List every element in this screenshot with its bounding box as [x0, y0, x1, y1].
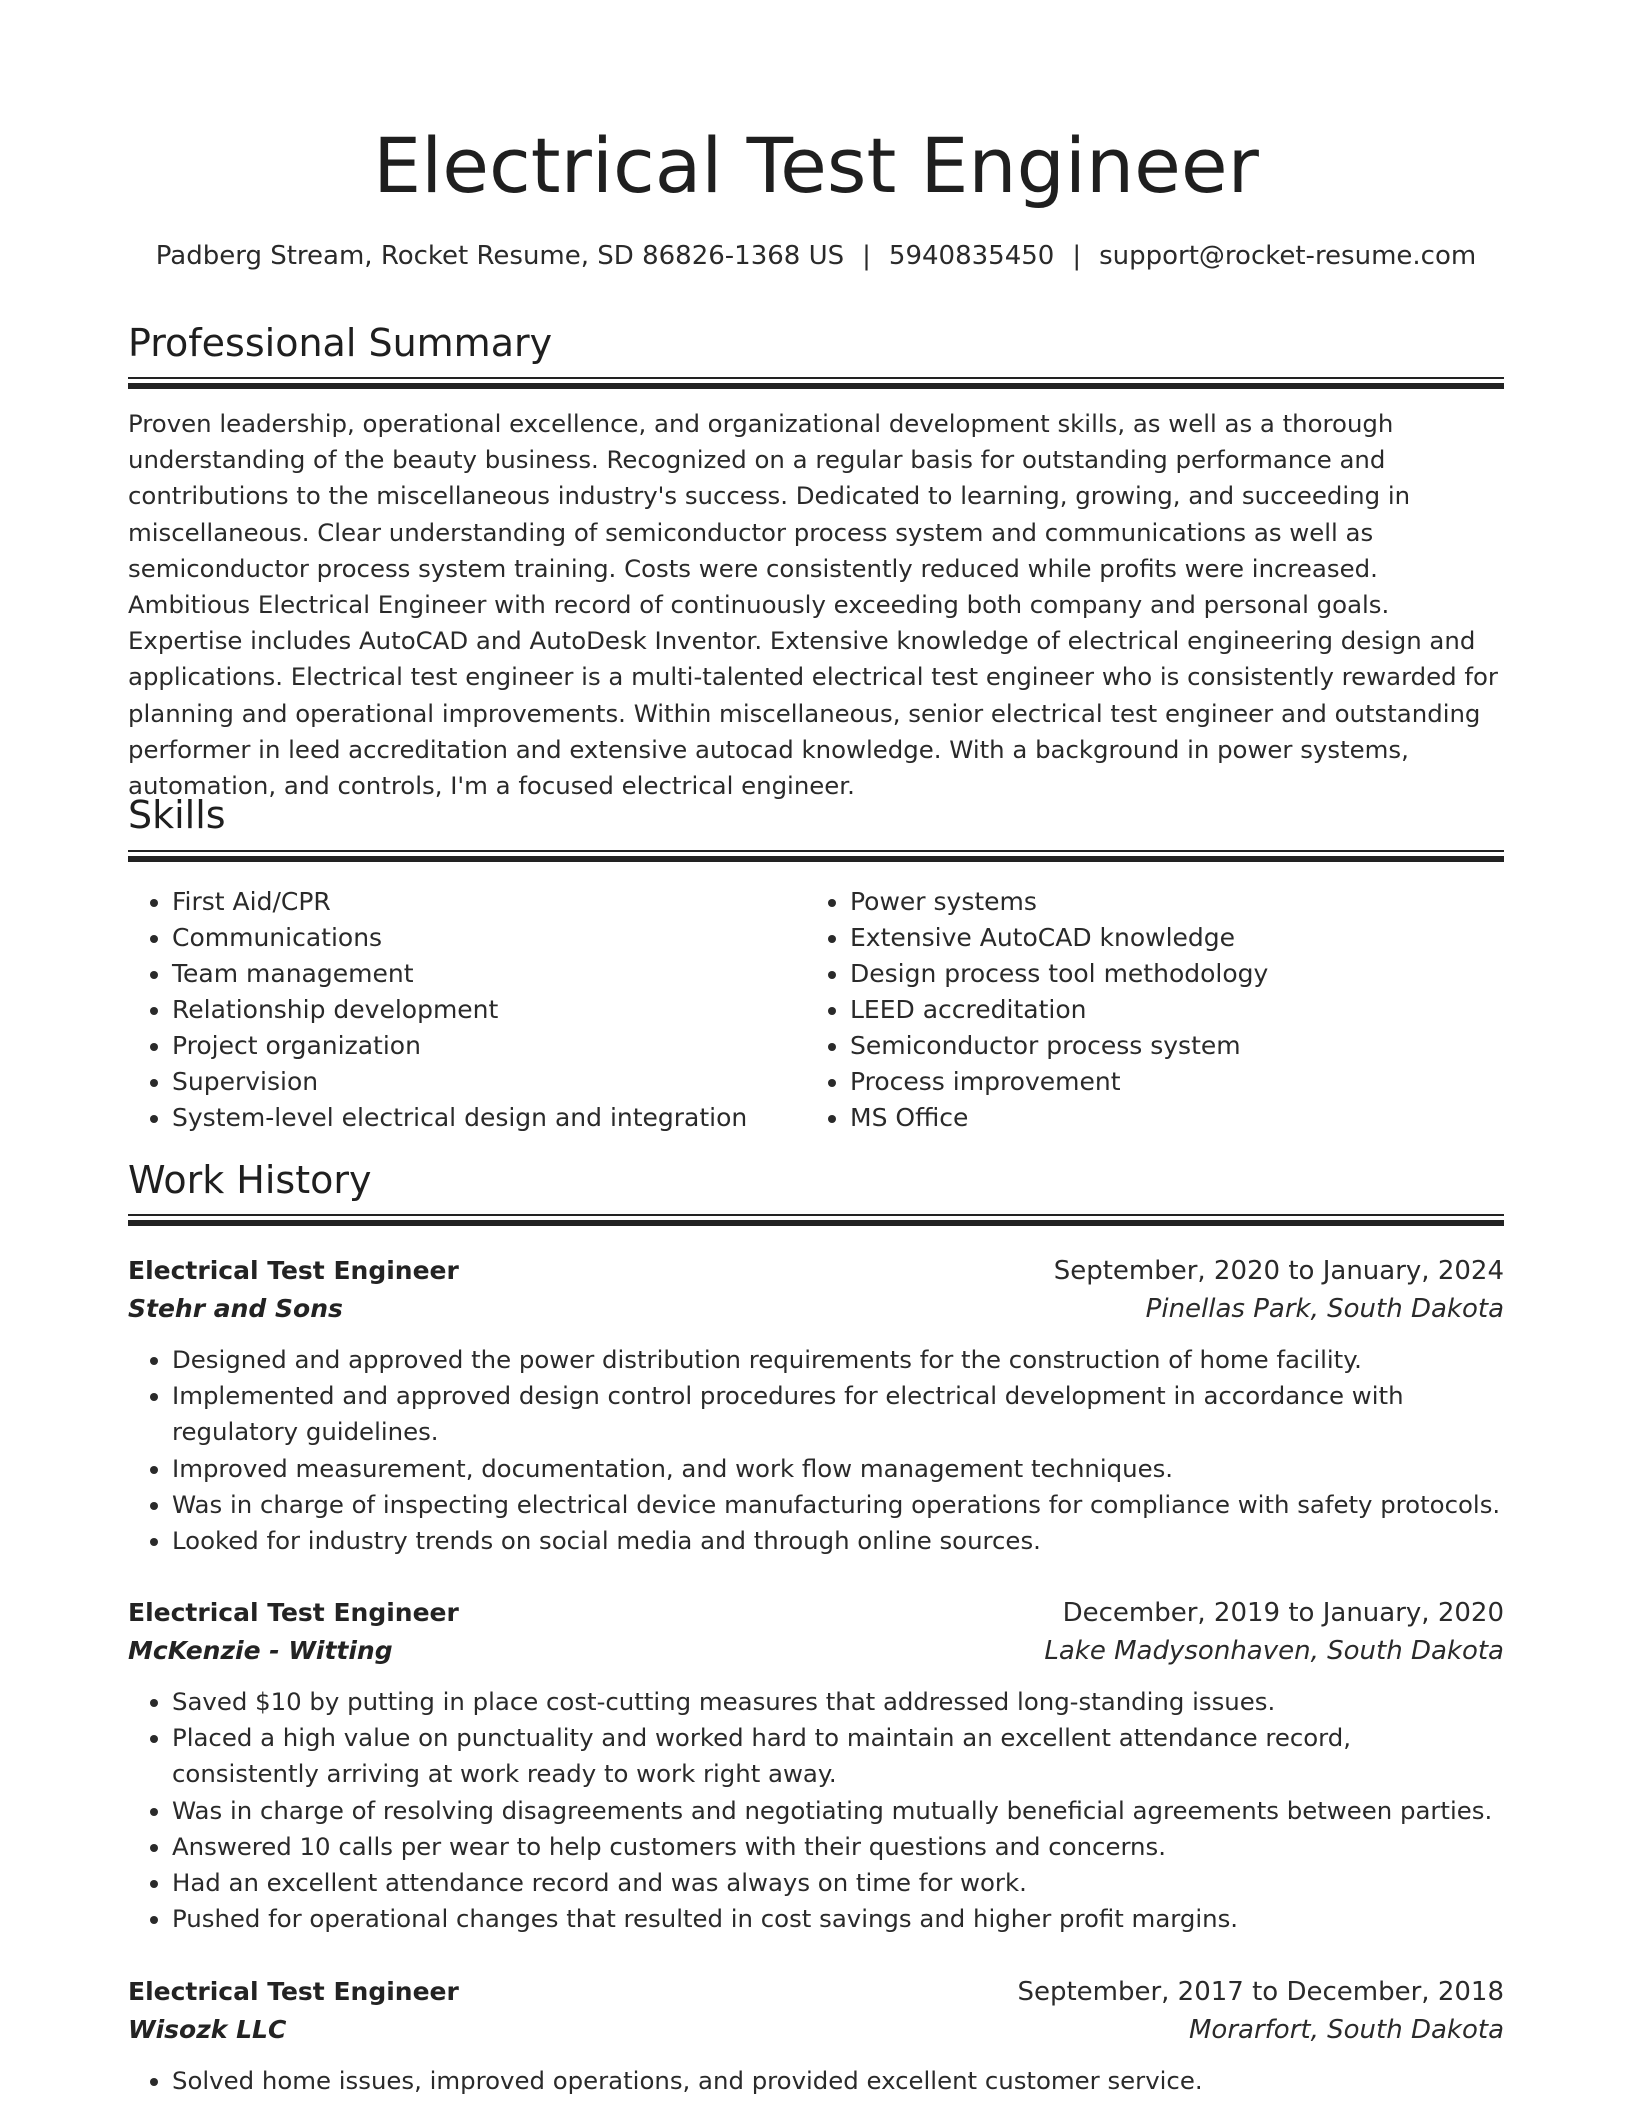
contact-separator: |	[862, 241, 871, 271]
job-dates: December, 2019 to January, 2020	[1062, 1598, 1504, 1628]
section-divider	[128, 377, 1504, 389]
contact-email: support@rocket-resume.com	[1099, 241, 1477, 271]
skill-item: • First Aid/CPR	[172, 884, 802, 920]
resume-name: Electrical Test Engineer	[373, 121, 1259, 210]
job-dates: September, 2020 to January, 2024	[1053, 1256, 1504, 1286]
job-bullet: • Saved $10 by putting in place cost-cutting measures that addressed long-standing issues.	[172, 1684, 1504, 1720]
skill-item: • Process improvement	[850, 1064, 1500, 1100]
skill-item: • LEED accreditation	[850, 992, 1500, 1028]
contact-separator: |	[1072, 241, 1082, 271]
job-location: Morarfort, South Dakota	[1189, 2015, 1504, 2045]
skill-item: • Supervision	[172, 1064, 802, 1100]
job-bullet: • Placed a high value on punctuality and worked hard to maintain an excellent attendance record, consistently arriving at work ready to work right away.	[172, 1720, 1504, 1792]
contact-address: Padberg Stream, Rocket Resume, SD 86826-1368 US	[155, 241, 845, 271]
job-entry	[128, 1252, 1504, 1559]
job-bullets	[128, 2063, 1504, 2099]
skill-item: • Power systems	[850, 884, 1500, 920]
job-location: Pinellas Park, South Dakota	[1145, 1294, 1504, 1324]
job-bullet: • Pushed for operational changes that resulted in cost savings and higher profit margins.	[172, 1901, 1504, 1937]
job-bullet: • Was in charge of inspecting electrical device manufacturing operations for compliance with safety protocols.	[172, 1487, 1504, 1523]
contact-line	[128, 236, 1504, 276]
job-entry	[128, 1594, 1504, 1937]
skill-item: • Project organization	[172, 1028, 802, 1064]
section-divider	[128, 1214, 1504, 1226]
skill-item: • Communications	[172, 920, 802, 956]
skills-column-right	[806, 884, 1500, 1136]
section-divider	[128, 850, 1504, 862]
skill-item: • Extensive AutoCAD knowledge	[850, 920, 1500, 956]
job-bullets	[128, 1684, 1504, 1937]
skill-item: • Relationship development	[172, 992, 802, 1028]
job-company: Stehr and Sons	[128, 1294, 343, 1323]
skill-item: • Team management	[172, 956, 802, 992]
section-title-work-history: Work History	[128, 1158, 372, 1202]
job-title: Electrical Test Engineer	[128, 1977, 459, 2006]
skills-column-left	[128, 884, 802, 1136]
job-bullet: • Implemented and approved design control procedures for electrical development in accordance with regulatory guidelines.	[172, 1378, 1504, 1450]
job-bullet: • Answered 10 calls per wear to help customers with their questions and concerns.	[172, 1829, 1504, 1865]
job-title: Electrical Test Engineer	[128, 1256, 459, 1285]
job-company: McKenzie - Witting	[128, 1636, 393, 1665]
summary-text: Proven leadership, operational excellence, and organizational development skills, as well as a thorough understanding of the beauty business. Recognized on a regular basis for outstanding performance and contributions to the miscellaneous industry's success. Dedicated to learning, growing, and succeeding in miscellaneous. Clear understanding of semiconductor process system and communications as well as semiconductor process system training. Costs were consistently reduced while profits were increased. Ambitious Electrical Engineer with record of continuously exceeding both company and personal goals. Expertise includes AutoCAD and AutoDesk Inventor. Extensive knowledge of electrical engineering design and applications. Electrical test engineer is a multi-talented electrical test engineer who is consistently rewarded for planning and operational improvements. Within miscellaneous, senior electrical test engineer and outstanding performer in leed accreditation and extensive autocad knowledge. With a background in power systems, automation, and controls, I'm a focused electrical engineer.	[128, 409, 1498, 801]
job-bullets	[128, 1342, 1504, 1559]
job-dates: September, 2017 to December, 2018	[1017, 1977, 1504, 2007]
skill-item: • MS Office	[850, 1100, 1500, 1136]
skill-item: • Design process tool methodology	[850, 956, 1500, 992]
job-location: Lake Madysonhaven, South Dakota	[1044, 1636, 1504, 1666]
job-bullet: • Looked for industry trends on social media and through online sources.	[172, 1523, 1504, 1559]
job-company: Wisozk LLC	[128, 2015, 287, 2044]
job-bullet: • Had an excellent attendance record and was always on time for work.	[172, 1865, 1504, 1901]
job-bullet: • Solved home issues, improved operations, and provided excellent customer service.	[172, 2063, 1504, 2099]
job-title: Electrical Test Engineer	[128, 1598, 459, 1627]
section-title-skills: Skills	[128, 793, 226, 837]
contact-phone: 5940835450	[888, 241, 1055, 271]
section-title-summary: Professional Summary	[128, 321, 553, 365]
skill-item: • System-level electrical design and integration	[172, 1100, 802, 1136]
job-bullet: • Was in charge of resolving disagreements and negotiating mutually beneficial agreements between parties.	[172, 1793, 1504, 1829]
job-bullet: • Designed and approved the power distribution requirements for the construction of home facility.	[172, 1342, 1504, 1378]
skill-item: • Semiconductor process system	[850, 1028, 1500, 1064]
job-bullet: • Improved measurement, documentation, and work flow management techniques.	[172, 1451, 1504, 1487]
job-entry	[128, 1973, 1504, 2099]
